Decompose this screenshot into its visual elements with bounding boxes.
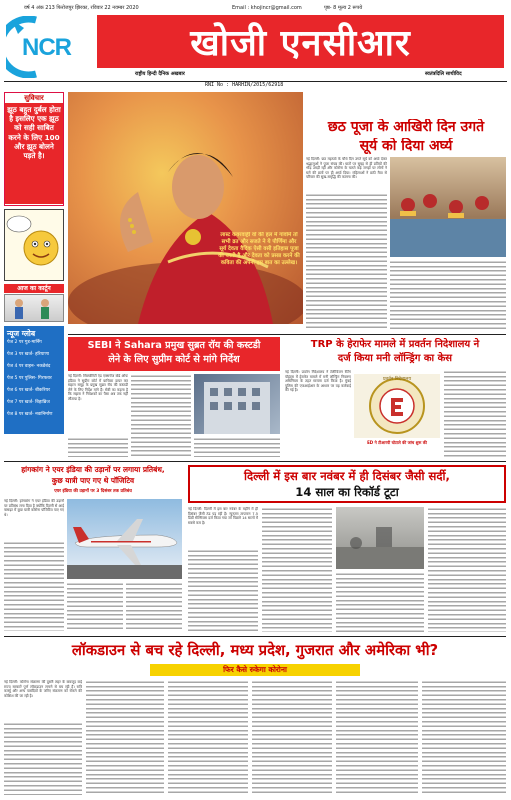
- hongkong-body-lines: [4, 541, 64, 631]
- news-index-item[interactable]: पेज 3 पर खर्ज- हरियाणा: [7, 352, 49, 357]
- airplane-photo: [67, 499, 182, 579]
- lead-photo-caption: लास्ट कवरवाह़ी वो की हल में गांवोमें तो सभी व्रत और सजते ने ये पौर्णिमा और सूर्य देवता वैदिक ऐसी वसी इतिहास पूजा की जाती है और देवता को प्रसन्न करने की कविता की अपनी इस बात का उल्लेख।: [218, 232, 300, 266]
- sebi-headline-1[interactable]: SEBI ने Sahara प्रमुख सुब्रत रॉय की कस्टडी: [87, 340, 261, 351]
- logo: [6, 16, 92, 78]
- sebi-col-2: [131, 374, 191, 457]
- lockdown-body: [4, 680, 82, 796]
- sebi-photo: [194, 374, 280, 434]
- trp-body: [285, 370, 351, 457]
- delhi-body-lines: [188, 549, 258, 631]
- lead-headline-2[interactable]: सूर्य को दिया अर्घ्य: [359, 138, 453, 154]
- news-index-item[interactable]: पेज 4 पर वाहन- नकडेबंद: [7, 364, 51, 369]
- hongkong-subhead: एयर इंडिया की उड़ानों पर 3 दिसंबर तक प्रतिबंध: [54, 489, 132, 494]
- sebi-headline-2[interactable]: लेने के लिए सुप्रीम कोर्ट से मांगे निर्देश: [108, 354, 240, 365]
- news-index-item[interactable]: पेज 8 पर खर्ज- नवानिर्माण: [7, 412, 53, 417]
- trp-headline-2[interactable]: दर्ज किया मनी लॉन्ड्रिंग का केस: [337, 353, 453, 364]
- lockdown-body-lines: [4, 722, 82, 795]
- fog-photo: [336, 507, 424, 569]
- news-index-item[interactable]: पेज 7 पर खर्ज- बिहाब्रिज: [7, 400, 50, 405]
- cartoon-figures-icon: [5, 295, 63, 321]
- masthead-title: खोजी एनसीआर: [190, 23, 411, 64]
- hongkong-body-text: नई दिल्ली: हांगकांग ने एयर इंडिया की उड़ानों पर प्रतिबंध लगा दिया है क्योंकि दिल्ली से आई फ्लाइट में कुछ यात्री कोरोना पॉजिटिव पाए गए थे।: [4, 499, 64, 517]
- delhi-headline-box: [188, 465, 506, 503]
- trp-caption: ED ने टीआरपी घोटाले की जांच शुरू की: [367, 440, 427, 445]
- issue-line: वर्ष 4 अंक 213 फिरोजपुर झिरका, रविवार 22 नवम्बर 2020: [24, 5, 139, 11]
- email-text[interactable]: Email : khojincr@gmail.com: [232, 5, 302, 11]
- delhi-body: [188, 507, 258, 632]
- news-globe-box: [4, 326, 64, 434]
- lockdown-col-3: [168, 680, 248, 796]
- lockdown-kicker-box: [150, 664, 360, 676]
- lockdown-col-4: [252, 680, 332, 796]
- masthead-banner: [97, 15, 504, 68]
- delhi-col-4: [428, 507, 506, 632]
- section-rule-1: [68, 334, 506, 335]
- lockdown-col-6: [422, 680, 506, 796]
- cartoon-title: आज का कार्टून: [4, 284, 64, 293]
- rni-number: RNI No : HARHIN/2015/62918: [205, 82, 284, 88]
- news-index-item[interactable]: पेज 5 पर पुलिस- गिरफ्तार: [7, 376, 52, 381]
- section-rule-2: [4, 461, 506, 462]
- hongkong-col-2: [67, 582, 123, 632]
- ed-emblem-icon: [367, 376, 427, 436]
- news-globe-title: न्यूज ग्लोब: [7, 329, 36, 338]
- delhi-headline-2[interactable]: 14 साल का रिकॉर्ड टूटा: [295, 485, 399, 499]
- delhi-headline-1[interactable]: दिल्ली में इस बार नवंबर में ही दिसंबर जैसी सर्दी,: [244, 469, 450, 483]
- lockdown-kicker: फिर कैसे रुकेगा कोरोना: [223, 665, 287, 674]
- quote-text: झूठ बहुत दुर्बल होता है इसलिए एक झूठ को सही साबित करने के लिए 100 और झूठ बोलने पड़ते है।: [5, 103, 63, 204]
- trp-emblem-box: [354, 374, 440, 438]
- quote-box: [4, 92, 64, 206]
- sebi-body-text: नई दिल्ली: सिक्योरिटी एंड एक्सचेंज बोर्ड ऑफ इंडिया ने सुप्रीम कोर्ट में याचिका दायर कर सहारा समूह के प्रमुख सुब्रत रॉय की कस्टडी लेने के लिए निर्देश मांगे हैं। सेबी का कहना है कि सहारा ने निवेशकों का पैसा अब तक नहीं लौटाया है।: [68, 374, 128, 401]
- trp-col-3: [444, 370, 506, 457]
- lead-side-lines: [390, 260, 506, 332]
- hongkong-col-3: [126, 582, 182, 632]
- lead-body-text: नई दिल्ली: छठ महापर्व के चौथे दिन उगते सूर्य को अर्घ्य देकर श्रद्धालुओं ने पूजा संपन्न की। घाटों पर सुबह से ही व्रतियों की भीड़ उमड़ी रही और कोरोना के चलते कई जगहों पर लोगों ने घरों की छतों पर ही अर्घ्य दिया। महिलाओं ने छठी मैया से परिवार की सुख-समृद्धि की कामना की।: [306, 157, 387, 180]
- price-text: पृष्ठ- 8 मूल्य 2 रूपये: [324, 5, 363, 11]
- foggy-street-photo: [336, 507, 424, 569]
- cartoon-box: [4, 209, 64, 281]
- ghat-crowd-photo: [390, 157, 506, 257]
- trp-body-text: नई दिल्ली: प्रवर्तन निदेशालय ने टेलीविजन रेटिंग पॉइंट्स में हेराफेर मामले में मनी लॉन्ड्रिंग निवारण अधिनियम के तहत मामला दर्ज किया है। मुंबई पुलिस की एफआईआर के आधार पर यह कार्रवाई की गई है।: [285, 370, 351, 393]
- cartoon-image: [4, 294, 64, 322]
- air-india-plane-icon: [67, 499, 182, 579]
- tagline-right: स्वतंत्रदिलि साथीविद: [425, 71, 462, 77]
- lead-body-lines: [306, 193, 387, 329]
- lead-headline-1[interactable]: छठ पूजा के आखिरी दिन उगते: [327, 119, 485, 135]
- sebi-body-lines: [68, 437, 128, 457]
- hongkong-body: [4, 499, 64, 632]
- lead-body: [306, 157, 387, 330]
- trp-emblem-label: प्रवर्तन निदेशालय: [382, 377, 412, 382]
- sebi-body: [68, 374, 128, 434]
- lockdown-col-2: [86, 680, 164, 796]
- lockdown-headline[interactable]: लॉकडाउन से बच रहे दिल्ली, मध्य प्रदेश, गुजरात और अमेरिका भी?: [71, 642, 439, 659]
- lockdown-col-5: [336, 680, 418, 796]
- delhi-body-text: नई दिल्ली: दिल्ली में इस बार नवंबर के महीने में ही दिसंबर जैसी ठंड पड़ रही है। न्यूनतम तापमान 7.5 डिग्री सेल्सियस दर्ज किया गया जो पिछले 14 सालों में सबसे कम है।: [188, 507, 258, 525]
- lockdown-body-text: नई दिल्ली: कोरोना संक्रमण की दूसरी लहर के बावजूद कई राज्य सरकारें पूर्ण लॉकडाउन लगाने से बच रही हैं। रात्रि कर्फ्यू और अन्य पाबंदियों के जरिए संक्रमण को रोकने की कोशिश की जा रही है।: [4, 680, 82, 698]
- lead-photo: [68, 92, 303, 324]
- hongkong-headline-1[interactable]: हांगकांग ने एयर इंडिया की उड़ानों पर लगाया प्रतिबंध,: [21, 465, 165, 474]
- quote-title: सुविचार: [5, 93, 63, 103]
- sidebar: [4, 92, 64, 434]
- lead-side-photo: [390, 157, 506, 257]
- trp-headline-1[interactable]: TRP के हेराफेर मामले में प्रवर्तन निदेशालय ने: [310, 339, 480, 350]
- delhi-col-2: [262, 507, 332, 632]
- section-rule-3: [4, 636, 506, 637]
- sebi-col-3: [194, 437, 280, 457]
- tagline-left: राष्ट्रीय हिन्दी दैनिक अखबार: [135, 71, 185, 77]
- sebi-building-photo: [194, 374, 280, 434]
- news-index-item[interactable]: पेज 2 पर गुड-मार्निंग: [7, 340, 42, 345]
- delhi-col-3: [336, 572, 424, 632]
- hongkong-headline-2[interactable]: कुछ यात्री पाए गए थे पॉजिटिव: [51, 476, 135, 485]
- top-bar: [24, 3, 504, 13]
- news-index-item[interactable]: पेज 6 पर खर्ज- बीकरियर: [7, 388, 51, 393]
- logo-text: NCR: [22, 34, 71, 61]
- sebi-headline-box: [68, 337, 280, 371]
- emoji-cartoon-icon: [5, 210, 63, 280]
